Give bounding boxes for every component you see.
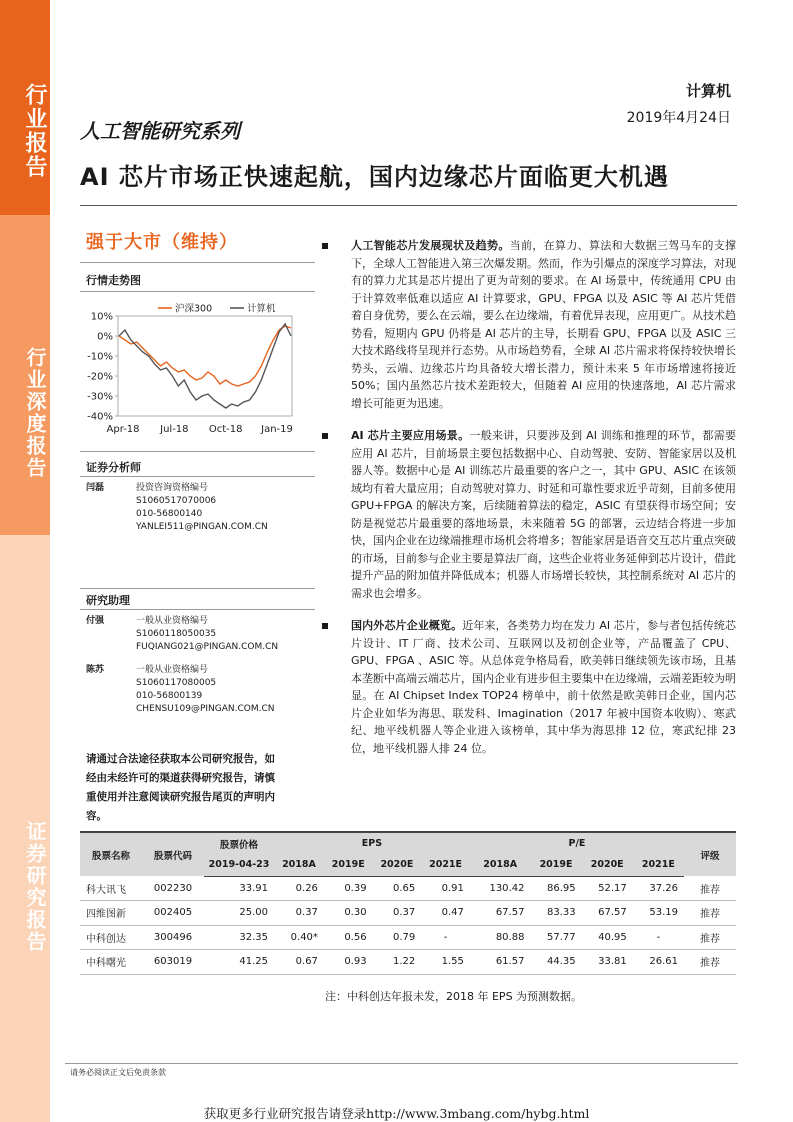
- summary-bullets: [318, 237, 736, 772]
- analyst-email: YANLEI511@PINGAN.COM.CN: [136, 522, 268, 532]
- cell-pe: 83.33: [530, 901, 581, 926]
- cell-eps: 0.91: [421, 876, 470, 901]
- cell-pe: 80.88: [470, 925, 531, 950]
- sidebar-divider: [80, 451, 315, 452]
- getmore-link[interactable]: 获取更多行业研究报告请登录http://www.3mbang.com/hybg.html: [203, 1106, 590, 1121]
- bullet-heading: 国内外芯片企业概览。: [351, 619, 463, 632]
- cell-pe: 37.26: [633, 876, 684, 901]
- cell-pe: 26.61: [633, 950, 684, 975]
- assistants-title: 研究助理: [86, 594, 130, 607]
- header-stock-code: 股票代码: [142, 832, 204, 876]
- header-price-date: 2019-04-23: [204, 854, 274, 876]
- table-row: [80, 876, 736, 901]
- legal-notice: 请通过合法途径获取本公司研究报告，如经由未经许可的渠道获得研究报告，请慎重使用并注意阅读研究报告尾页的声明内容。: [86, 753, 275, 822]
- cell-eps: 0.39: [324, 876, 373, 901]
- y-tick-label: -10%: [87, 351, 113, 363]
- valuation-table: [80, 831, 736, 975]
- analyst-phone: 010-56800140: [136, 509, 203, 519]
- bullet-heading: 人工智能芯片发展现状及趋势。: [351, 239, 510, 252]
- cell-pe: 52.17: [582, 876, 633, 901]
- bullet-item: [318, 427, 736, 602]
- bullet-body: 近年来，各类势力均在发力 AI 芯片，参与者包括传统芯片设计、IT 厂商、技术公司、互联网以及初创企业等，产品覆盖了 CPU、GPU、FPGA 、ASIC 等。从总体竞争格局看，欧美韩日继续领先该市场，且基本垄断中高端云端芯片，国内企业有进步但主要集中在边缘端，云端差距较为明显。在 AI Chipset Index TOP24 榜单中，前十依然是欧美韩日企业，国内芯片企业如华为海思、联发科、Imagination（2017 年被中国资本收购）、寒武纪、地平线机器人等企业进入该榜单，其中华为海思排 12 位，寒武纪排 23 位，地平线机器人排 24 位。: [351, 619, 736, 755]
- report-date: 2019年4月24日: [626, 110, 731, 126]
- cell-eps: 0.79: [373, 925, 422, 950]
- header-price: 股票价格: [204, 832, 274, 854]
- y-tick-label: 10%: [90, 311, 113, 323]
- cell-code: 603019: [142, 950, 204, 975]
- series-line-1: [119, 324, 291, 408]
- footer-disclaimer: 请务必阅读正文后免责条款: [70, 1068, 166, 1077]
- bullet-body: 当前，在算力、算法和大数据三驾马车的支撑下，全球人工智能进入第三次爆发期。然而，作为引爆点的深度学习算法，对现有的算力尤其是芯片提出了更为苛刻的要求。在 AI 场景中，传统通用 CPU 由于计算效率低难以适应 AI 计算要求，GPU、FPGA 以及 ASIC 等 AI 芯片凭借着自身优势，要么在云端，要么在边缘端，有着优异表现，应用更广。从技术趋势看，短期内 GPU 仍将是 AI 芯片的主导，长期看 GPU、FPGA 以及 ASIC 三大技术路线将呈现并行态势。从市场趋势看，全球 AI 芯片需求将保持较快增长势头，云端、边缘芯片均具备较大增长潜力，预计未来 5 年市场增速将接近 50%；国内虽然芯片技术差距较大，但随着 AI 应用的快速落地，AI 芯片需求增长可能更为迅速。: [351, 239, 737, 410]
- cell-eps: 0.47: [421, 901, 470, 926]
- assistant-qual-label: 一般从业资格编号: [136, 616, 209, 626]
- bullet-item: [318, 237, 736, 412]
- cell-name: 四维图新: [80, 901, 142, 926]
- cell-code: 300496: [142, 925, 204, 950]
- cell-pe: 67.57: [582, 901, 633, 926]
- y-tick-label: 0%: [97, 331, 113, 343]
- cell-name: 中科创达: [80, 925, 142, 950]
- cell-pe: 86.95: [530, 876, 581, 901]
- cell-rating: 推荐: [684, 925, 736, 950]
- footer-divider: [65, 1063, 738, 1064]
- y-tick-label: -30%: [87, 391, 113, 403]
- assistant-qual-number: S1060118050035: [136, 629, 217, 639]
- analyst-qual-number: S1060517070006: [136, 496, 217, 506]
- x-tick-label: Jul-18: [160, 424, 189, 435]
- cell-price: 32.35: [204, 925, 274, 950]
- assistant-name: 付强: [86, 616, 105, 626]
- title-divider: [80, 205, 737, 206]
- market-trend-svg: [80, 298, 305, 443]
- bullet-square-icon: [322, 433, 328, 439]
- cell-rating: 推荐: [684, 876, 736, 901]
- cell-pe: -: [633, 925, 684, 950]
- table-row: [80, 950, 736, 975]
- cell-eps: -: [421, 925, 470, 950]
- band-report-category: 证券研究报告: [0, 535, 50, 1122]
- header-year: 2019E: [530, 854, 581, 876]
- header-year: 2020E: [373, 854, 422, 876]
- bullet-body: 一般来讲，只要涉及到 AI 训练和推理的环节，都需要应用 AI 芯片，目前场景主要包括数据中心、自动驾驶、安防、智能家居以及机器人等。数据中心是 AI 训练芯片最重要的客户之一，其中 GPU、ASIC 在该领域均有着大量应用；自动驾驶对算力、时延和可靠性要求近乎苛刻，目前多使用 GPU+FPGA 的解决方案，后续随着算法的稳定，ASIC 有望获得市场空间；安防是视觉芯片最重要的落地场景，未来随着 5G 的部署，云边结合将进一步加快，国内企业在边缘端推理市场机会将增多；智能家居是语音交互芯片重点突破的市场，目前参与企业主要是算法厂商，这些企业将业务延伸到芯片设计，借此提升产品的附加值并降低成本；机器人市场增长较快，其控制系统对 AI 芯片的需求也会增多。: [351, 429, 736, 600]
- sidebar-divider: [80, 291, 315, 292]
- table-row: [80, 925, 736, 950]
- sidebar-divider: [80, 476, 315, 477]
- rating-label: 强于大市（维持）: [86, 232, 238, 253]
- cell-pe: 40.95: [582, 925, 633, 950]
- x-tick-label: Apr-18: [106, 424, 140, 435]
- market-trend-chart: [80, 298, 305, 443]
- header-year: 2021E: [421, 854, 470, 876]
- cell-pe: 44.35: [530, 950, 581, 975]
- report-series: 人工智能研究系列: [80, 119, 240, 143]
- cell-pe: 33.81: [582, 950, 633, 975]
- assistant-email: FUQIANG021@PINGAN.COM.CN: [136, 642, 279, 652]
- header-year: 2018A: [470, 854, 531, 876]
- y-tick-label: -20%: [87, 371, 113, 383]
- cell-pe: 53.19: [633, 901, 684, 926]
- legend-label: 计算机: [247, 303, 276, 315]
- bullet-square-icon: [322, 623, 328, 629]
- analyst-name: 闫磊: [86, 483, 105, 493]
- sidebar-divider: [80, 262, 315, 263]
- cell-eps: 1.55: [421, 950, 470, 975]
- cell-code: 002405: [142, 901, 204, 926]
- header-year: 2018A: [274, 854, 324, 876]
- cell-pe: 130.42: [470, 876, 531, 901]
- bullet-heading: AI 芯片主要应用场景。: [351, 429, 470, 442]
- cell-rating: 推荐: [684, 950, 736, 975]
- assistant-qual-number: S1060117080005: [136, 678, 217, 688]
- cell-eps: 0.56: [324, 925, 373, 950]
- cell-eps: 0.65: [373, 876, 422, 901]
- bullet-item: [318, 617, 736, 757]
- cell-eps: 0.26: [274, 876, 324, 901]
- legend-label: 沪深300: [175, 303, 213, 315]
- cell-eps: 0.40*: [274, 925, 324, 950]
- header-year: 2020E: [582, 854, 633, 876]
- report-title: AI 芯片市场正快速起航，国内边缘芯片面临更大机遇: [80, 163, 669, 191]
- assistant-qual-label: 一般从业资格编号: [136, 665, 209, 675]
- series-line-0: [119, 326, 291, 386]
- cell-price: 25.00: [204, 901, 274, 926]
- assistant-name: 陈苏: [86, 665, 105, 675]
- assistant-email: CHENSU109@PINGAN.COM.CN: [136, 704, 275, 714]
- cell-eps: 0.37: [274, 901, 324, 926]
- x-tick-label: Oct-18: [208, 424, 243, 435]
- band-report-type: 行业报告: [0, 0, 50, 215]
- header-rating: 评级: [684, 832, 736, 876]
- cell-eps: 0.93: [324, 950, 373, 975]
- chart-title: 行情走势图: [86, 274, 141, 287]
- table-note: 注：中科创达年报未发，2018 年 EPS 为预测数据。: [325, 990, 583, 1003]
- cell-name: 科大讯飞: [80, 876, 142, 901]
- analysts-title: 证券分析师: [86, 461, 141, 474]
- y-tick-label: -40%: [87, 411, 113, 423]
- industry-category: 计算机: [685, 82, 731, 100]
- cell-eps: 0.30: [324, 901, 373, 926]
- x-tick-label: Jan-19: [261, 424, 293, 435]
- cell-price: 33.91: [204, 876, 274, 901]
- assistant-phone: 010-56800139: [136, 691, 203, 701]
- cell-eps: 0.67: [274, 950, 324, 975]
- analyst-qual-label: 投资咨询资格编号: [136, 483, 209, 493]
- header-pe: P/E: [470, 832, 684, 854]
- cell-price: 41.25: [204, 950, 274, 975]
- table-row: [80, 901, 736, 926]
- sidebar-divider: [80, 609, 315, 610]
- cell-code: 002230: [142, 876, 204, 901]
- cell-pe: 67.57: [470, 901, 531, 926]
- header-year: 2019E: [324, 854, 373, 876]
- cell-rating: 推荐: [684, 901, 736, 926]
- header-stock-name: 股票名称: [80, 832, 142, 876]
- cell-pe: 57.77: [530, 925, 581, 950]
- side-band: [0, 0, 50, 1122]
- cell-eps: 1.22: [373, 950, 422, 975]
- cell-pe: 61.57: [470, 950, 531, 975]
- header-eps: EPS: [274, 832, 470, 854]
- header-year: 2021E: [633, 854, 684, 876]
- cell-name: 中科曙光: [80, 950, 142, 975]
- bullet-square-icon: [322, 243, 328, 249]
- cell-eps: 0.37: [373, 901, 422, 926]
- sidebar-divider: [80, 588, 315, 589]
- band-report-subtype: 行业深度报告: [0, 215, 50, 535]
